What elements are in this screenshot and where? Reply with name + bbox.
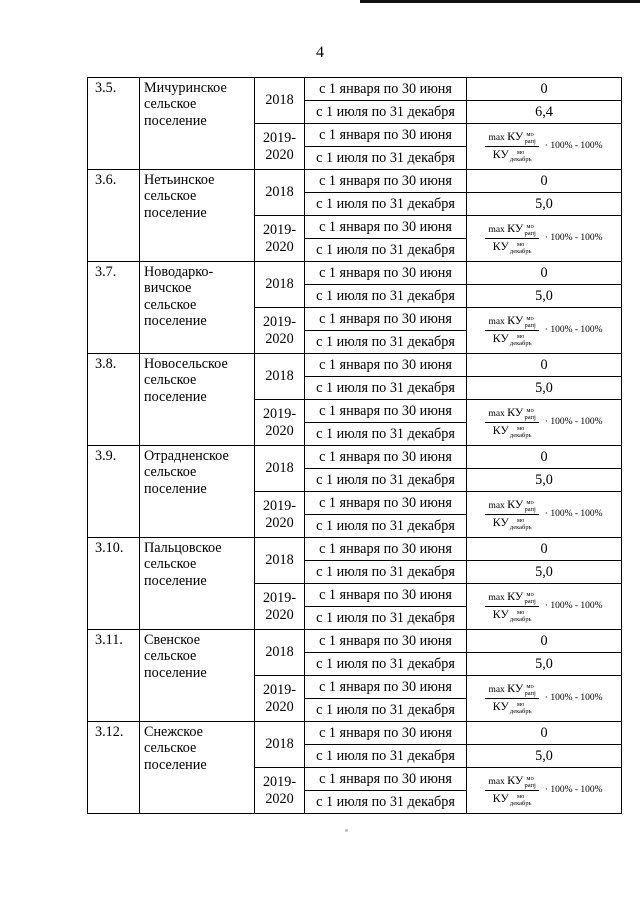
table-row — [88, 446, 622, 469]
formula-tail: · 100% - 100% — [544, 233, 603, 244]
year-range-end: 2020 — [265, 606, 294, 623]
period-second-half: с 1 июля по 31 декабря — [305, 607, 467, 630]
year-range-start: 2019- — [262, 314, 297, 331]
value-second-half: 5,0 — [467, 561, 622, 584]
formula-ku: КУ — [492, 331, 509, 345]
table-row — [88, 170, 622, 193]
period-first-half: с 1 января по 30 июня — [305, 584, 467, 607]
value-first-half: 0 — [467, 78, 622, 101]
settlement-name: Отрадненское сельское поселение — [140, 446, 255, 538]
formula-tail: · 100% - 100% — [544, 785, 603, 796]
year-range — [255, 400, 305, 446]
formula-max: max — [488, 685, 505, 696]
formula-sup: мо — [517, 516, 525, 524]
settlement-name: Мичуринское сельское поселение — [140, 78, 255, 170]
period-second-half: с 1 июля по 31 декабря — [305, 193, 467, 216]
formula-fraction — [485, 130, 538, 163]
formula-sub-num: рапj — [524, 690, 536, 697]
period-second-half: с 1 июля по 31 декабря — [305, 699, 467, 722]
value-second-half: 5,0 — [467, 285, 622, 308]
growth-formula-cell — [467, 216, 622, 262]
value-first-half: 0 — [467, 722, 622, 745]
period-second-half: с 1 июля по 31 декабря — [305, 561, 467, 584]
formula-sup: мо — [517, 700, 525, 708]
tariff-table-body — [88, 78, 622, 814]
formula-sub-den: декабрь — [509, 799, 532, 807]
formula-ku: КУ — [492, 423, 509, 437]
formula-indices — [510, 517, 532, 531]
period-second-half: с 1 июля по 31 декабря — [305, 239, 467, 262]
formula-sup: мо — [526, 315, 534, 322]
period-second-half: с 1 июля по 31 декабря — [305, 377, 467, 400]
formula-indices — [524, 315, 535, 329]
formula-ku: КУ — [507, 497, 524, 512]
year-range — [255, 676, 305, 722]
formula-fraction — [485, 682, 538, 715]
year-range — [255, 216, 305, 262]
period-second-half: с 1 июля по 31 декабря — [305, 515, 467, 538]
settlement-name: Снежское сельское поселение — [140, 722, 255, 814]
top-rule — [360, 0, 640, 3]
value-second-half: 5,0 — [467, 469, 622, 492]
formula-numerator — [485, 682, 538, 699]
period-first-half: с 1 января по 30 июня — [305, 492, 467, 515]
value-first-half: 0 — [467, 262, 622, 285]
section-number: 3.6. — [88, 170, 140, 262]
formula-sup: мо — [526, 223, 534, 230]
formula-ku: КУ — [492, 515, 509, 529]
year-range-end: 2020 — [265, 146, 294, 163]
year-2018: 2018 — [255, 78, 305, 124]
growth-formula-cell — [467, 124, 622, 170]
formula-sub-den: декабрь — [509, 523, 532, 531]
growth-formula-cell — [467, 308, 622, 354]
formula-sub-den: декабрь — [509, 707, 532, 715]
growth-formula-cell — [467, 492, 622, 538]
formula-indices — [510, 793, 532, 807]
table-row — [88, 538, 622, 561]
period-first-half: с 1 января по 30 июня — [305, 768, 467, 791]
section-number: 3.12. — [88, 722, 140, 814]
period-second-half: с 1 июля по 31 декабря — [305, 469, 467, 492]
formula-ku: КУ — [507, 773, 524, 788]
year-2018: 2018 — [255, 630, 305, 676]
value-second-half: 5,0 — [467, 745, 622, 768]
period-second-half: с 1 июля по 31 декабря — [305, 745, 467, 768]
year-2018: 2018 — [255, 354, 305, 400]
value-first-half: 0 — [467, 170, 622, 193]
table-row — [88, 722, 622, 745]
growth-formula-cell — [467, 768, 622, 814]
formula-indices — [524, 499, 535, 513]
formula-indices — [524, 591, 535, 605]
settlement-name: Пальцовское сельское поселение — [140, 538, 255, 630]
formula-denominator — [493, 515, 532, 531]
section-number: 3.8. — [88, 354, 140, 446]
formula-indices — [510, 609, 532, 623]
growth-formula — [485, 128, 602, 166]
formula-numerator — [485, 130, 538, 147]
section-number: 3.5. — [88, 78, 140, 170]
formula-sub-den: декабрь — [509, 155, 532, 163]
section-number: 3.9. — [88, 446, 140, 538]
formula-denominator — [493, 239, 532, 255]
formula-indices — [524, 407, 535, 421]
value-first-half: 0 — [467, 630, 622, 653]
formula-tail: · 100% - 100% — [544, 601, 603, 612]
period-first-half: с 1 января по 30 июня — [305, 124, 467, 147]
formula-sub-num: рапj — [524, 782, 536, 789]
formula-sub-den: декабрь — [509, 431, 532, 439]
year-range-end: 2020 — [265, 422, 294, 439]
formula-fraction — [485, 314, 538, 347]
formula-denominator — [493, 607, 532, 623]
formula-numerator — [485, 314, 538, 331]
period-second-half: с 1 июля по 31 декабря — [305, 285, 467, 308]
formula-denominator — [493, 791, 532, 807]
formula-sup: мо — [526, 131, 534, 138]
formula-sub-num: рапj — [524, 230, 536, 237]
period-first-half: с 1 января по 30 июня — [305, 262, 467, 285]
formula-ku: КУ — [507, 221, 524, 236]
year-range-start: 2019- — [262, 590, 297, 607]
period-first-half: с 1 января по 30 июня — [305, 400, 467, 423]
year-range-end: 2020 — [265, 790, 294, 807]
period-second-half: с 1 июля по 31 декабря — [305, 423, 467, 446]
scan-speck — [345, 829, 348, 832]
year-2018: 2018 — [255, 446, 305, 492]
year-range-end: 2020 — [265, 514, 294, 531]
formula-indices — [524, 775, 535, 789]
year-range — [255, 308, 305, 354]
table-row — [88, 630, 622, 653]
year-range-end: 2020 — [265, 238, 294, 255]
period-second-half: с 1 июля по 31 декабря — [305, 331, 467, 354]
formula-fraction — [485, 498, 538, 531]
formula-sup: мо — [526, 591, 534, 598]
period-second-half: с 1 июля по 31 декабря — [305, 101, 467, 124]
formula-sub-num: рапj — [524, 598, 536, 605]
value-second-half: 6,4 — [467, 101, 622, 124]
growth-formula — [485, 312, 602, 350]
formula-sub-num: рапj — [524, 506, 536, 513]
value-second-half: 5,0 — [467, 653, 622, 676]
formula-sup: мо — [526, 407, 534, 414]
section-number: 3.10. — [88, 538, 140, 630]
year-range — [255, 584, 305, 630]
year-range-end: 2020 — [265, 330, 294, 347]
formula-max: max — [488, 225, 505, 236]
period-first-half: с 1 января по 30 июня — [305, 630, 467, 653]
year-2018: 2018 — [255, 722, 305, 768]
formula-indices — [524, 223, 535, 237]
formula-ku: КУ — [507, 681, 524, 696]
period-second-half: с 1 июля по 31 декабря — [305, 653, 467, 676]
growth-formula — [485, 680, 602, 718]
section-number: 3.7. — [88, 262, 140, 354]
formula-sup: мо — [526, 683, 534, 690]
table-row — [88, 78, 622, 101]
formula-ku: КУ — [507, 405, 524, 420]
formula-fraction — [485, 406, 538, 439]
formula-max: max — [488, 409, 505, 420]
formula-ku: КУ — [492, 607, 509, 621]
settlement-name: Нетьинское сельское поселение — [140, 170, 255, 262]
period-first-half: с 1 января по 30 июня — [305, 78, 467, 101]
formula-tail: · 100% - 100% — [544, 141, 603, 152]
table-row — [88, 354, 622, 377]
formula-ku: КУ — [507, 129, 524, 144]
formula-numerator — [485, 406, 538, 423]
formula-numerator — [485, 774, 538, 791]
growth-formula-cell — [467, 676, 622, 722]
page-number: 4 — [316, 44, 324, 61]
year-range — [255, 492, 305, 538]
period-first-half: с 1 января по 30 июня — [305, 216, 467, 239]
formula-fraction — [485, 222, 538, 255]
formula-sup: мо — [517, 148, 525, 156]
formula-fraction — [485, 774, 538, 807]
growth-formula-cell — [467, 584, 622, 630]
growth-formula — [485, 588, 602, 626]
formula-sup: мо — [517, 792, 525, 800]
formula-sup: мо — [517, 332, 525, 340]
settlement-name: Свенское сельское поселение — [140, 630, 255, 722]
formula-indices — [524, 683, 535, 697]
year-range-start: 2019- — [262, 130, 297, 147]
formula-tail: · 100% - 100% — [544, 693, 603, 704]
formula-indices — [510, 425, 532, 439]
formula-indices — [510, 333, 532, 347]
settlement-name: Новодарко- вичское сельское поселение — [140, 262, 255, 354]
formula-sup: мо — [517, 608, 525, 616]
formula-sup: мо — [517, 424, 525, 432]
formula-ku: КУ — [492, 239, 509, 253]
formula-max: max — [488, 593, 505, 604]
year-range-start: 2019- — [262, 406, 297, 423]
formula-tail: · 100% - 100% — [544, 509, 603, 520]
value-first-half: 0 — [467, 446, 622, 469]
table-row — [88, 262, 622, 285]
section-number: 3.11. — [88, 630, 140, 722]
growth-formula — [485, 220, 602, 258]
period-second-half: с 1 июля по 31 декабря — [305, 791, 467, 814]
period-first-half: с 1 января по 30 июня — [305, 722, 467, 745]
formula-fraction — [485, 590, 538, 623]
formula-max: max — [488, 133, 505, 144]
formula-sub-num: рапj — [524, 322, 536, 329]
formula-denominator — [493, 423, 532, 439]
formula-denominator — [493, 699, 532, 715]
year-2018: 2018 — [255, 262, 305, 308]
formula-max: max — [488, 317, 505, 328]
period-first-half: с 1 января по 30 июня — [305, 676, 467, 699]
period-first-half: с 1 января по 30 июня — [305, 354, 467, 377]
year-range — [255, 768, 305, 814]
formula-ku: КУ — [507, 589, 524, 604]
formula-sub-den: декабрь — [509, 247, 532, 255]
year-range-start: 2019- — [262, 774, 297, 791]
growth-formula-cell — [467, 400, 622, 446]
formula-denominator — [493, 331, 532, 347]
formula-numerator — [485, 498, 538, 515]
formula-sub-num: рапj — [524, 138, 536, 145]
growth-formula — [485, 496, 602, 534]
period-first-half: с 1 января по 30 июня — [305, 308, 467, 331]
year-range — [255, 124, 305, 170]
growth-formula — [485, 404, 602, 442]
formula-max: max — [488, 777, 505, 788]
value-first-half: 0 — [467, 354, 622, 377]
formula-sup: мо — [526, 499, 534, 506]
formula-tail: · 100% - 100% — [544, 417, 603, 428]
formula-sup: мо — [526, 775, 534, 782]
formula-numerator — [485, 590, 538, 607]
growth-formula — [485, 772, 602, 810]
year-2018: 2018 — [255, 538, 305, 584]
period-first-half: с 1 января по 30 июня — [305, 446, 467, 469]
value-second-half: 5,0 — [467, 377, 622, 400]
year-range-end: 2020 — [265, 698, 294, 715]
value-second-half: 5,0 — [467, 193, 622, 216]
formula-numerator — [485, 222, 538, 239]
formula-sub-den: декабрь — [509, 615, 532, 623]
value-first-half: 0 — [467, 538, 622, 561]
formula-indices — [510, 149, 532, 163]
tariff-table — [87, 77, 622, 814]
formula-sub-num: рапj — [524, 414, 536, 421]
year-range-start: 2019- — [262, 222, 297, 239]
formula-ku: КУ — [507, 313, 524, 328]
period-second-half: с 1 июля по 31 декабря — [305, 147, 467, 170]
formula-sub-den: декабрь — [509, 339, 532, 347]
formula-indices — [510, 241, 532, 255]
settlement-name: Новосельское сельское поселение — [140, 354, 255, 446]
formula-ku: КУ — [492, 699, 509, 713]
formula-sup: мо — [517, 240, 525, 248]
year-2018: 2018 — [255, 170, 305, 216]
formula-ku: КУ — [492, 147, 509, 161]
formula-tail: · 100% - 100% — [544, 325, 603, 336]
period-first-half: с 1 января по 30 июня — [305, 538, 467, 561]
year-range-start: 2019- — [262, 498, 297, 515]
formula-denominator — [493, 147, 532, 163]
formula-indices — [510, 701, 532, 715]
formula-ku: КУ — [492, 791, 509, 805]
period-first-half: с 1 января по 30 июня — [305, 170, 467, 193]
formula-max: max — [488, 501, 505, 512]
year-range-start: 2019- — [262, 682, 297, 699]
formula-indices — [524, 131, 535, 145]
